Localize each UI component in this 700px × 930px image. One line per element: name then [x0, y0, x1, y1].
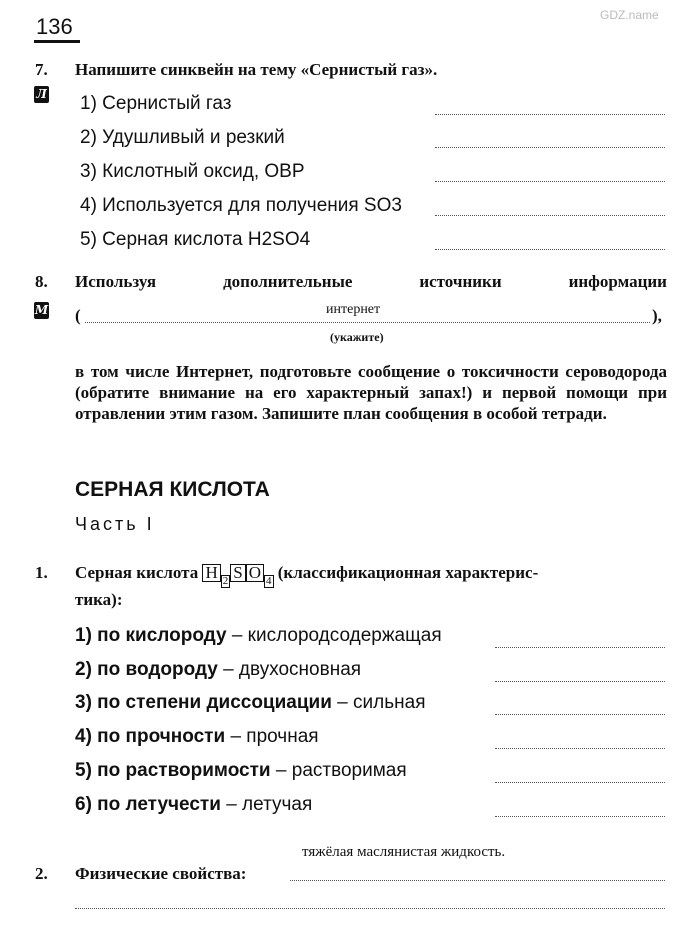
answer-line	[435, 181, 665, 182]
q7-item: 1) Сернистый газ	[80, 93, 232, 114]
item-value: – кислородсодержащая	[226, 625, 442, 646]
word: дополнительные	[223, 272, 353, 291]
word: источники	[419, 272, 502, 291]
item-value: – сильная	[331, 692, 426, 714]
watermark: GDZ.name	[600, 8, 659, 22]
q7-title: Напишите синквейн на тему «Сернистый газ».	[75, 60, 438, 79]
l-icon: Л	[34, 86, 49, 103]
item-label: 5) по растворимости	[75, 759, 271, 781]
item-value: – двухосновная	[217, 658, 362, 680]
open-paren: (	[75, 306, 81, 325]
word: информации	[568, 272, 667, 291]
s1-text-after: (классификационная характерис-	[277, 563, 539, 582]
answer-line	[435, 147, 665, 148]
classification-item	[75, 726, 319, 748]
q7-item: 2) Удушливый и резкий	[80, 127, 285, 148]
s1-number: 1.	[35, 563, 48, 582]
item-label: 6) по летучести	[75, 793, 221, 815]
hint: (укажите)	[330, 330, 384, 344]
item-value: – растворимая	[270, 759, 407, 781]
word: Используя	[75, 272, 157, 291]
item-label: 1) по кислороду	[75, 625, 227, 646]
s1-text	[75, 563, 538, 588]
section-part: Часть I	[75, 514, 155, 534]
answer-line	[495, 748, 665, 749]
s1-text-line2: тика):	[75, 590, 123, 609]
answer-line	[495, 816, 665, 817]
s1-text-before: Серная кислота	[75, 563, 199, 582]
q7-item: 3) Кислотный оксид, ОВР	[80, 161, 305, 182]
answer-line	[435, 215, 665, 216]
s2-answer: тяжёлая маслянистая жидкость.	[302, 844, 506, 860]
q7-item: 5) Серная кислота H2SO4	[80, 229, 311, 250]
source-answer: интернет	[326, 302, 381, 317]
answer-line	[435, 114, 665, 115]
page-number: 136	[36, 14, 73, 39]
formula-h: H	[202, 564, 220, 582]
answer-line	[495, 782, 665, 783]
answer-line	[495, 714, 665, 715]
close-paren: ),	[652, 306, 662, 325]
q7-number: 7.	[35, 60, 48, 79]
formula-o-index: 4	[266, 575, 272, 587]
formula-o: O	[246, 564, 264, 582]
item-label: 4) по прочности	[75, 726, 226, 748]
classification-item	[75, 794, 312, 816]
answer-line	[290, 880, 665, 881]
item-value: – прочная	[225, 726, 319, 748]
answer-line	[495, 681, 665, 682]
answer-line	[435, 249, 665, 250]
classification-item	[75, 760, 407, 782]
s2-label: Физические свойства:	[75, 864, 247, 883]
item-label: 2) по водороду	[75, 658, 218, 680]
s2-number: 2.	[35, 864, 48, 883]
m-icon: М	[34, 303, 49, 317]
section-title: СЕРНАЯ КИСЛОТА	[75, 478, 270, 501]
q8-number: 8.	[35, 272, 48, 291]
q8-paragraph: в том числе Интернет, подготовьте сообщение о токсичности сероводорода (обратите внимание на его характерный запах!) и первой помощи при отравлении этим газом. Запишите план сообщения в особой тетради.	[75, 362, 667, 423]
page-number-underline	[34, 40, 80, 43]
answer-line	[75, 908, 665, 909]
answer-line	[495, 647, 665, 648]
formula-s: S	[230, 564, 245, 582]
item-value: – летучая	[220, 793, 313, 815]
classification-item	[75, 659, 361, 681]
classification-item	[75, 692, 425, 714]
source-line	[85, 322, 650, 323]
classification-item	[75, 625, 442, 647]
q7-item: 4) Используется для получения SO3	[80, 195, 402, 216]
item-label: 3) по степени диссоциации	[75, 692, 332, 714]
q8-line1	[75, 272, 667, 292]
formula-h-index: 2	[222, 575, 229, 587]
